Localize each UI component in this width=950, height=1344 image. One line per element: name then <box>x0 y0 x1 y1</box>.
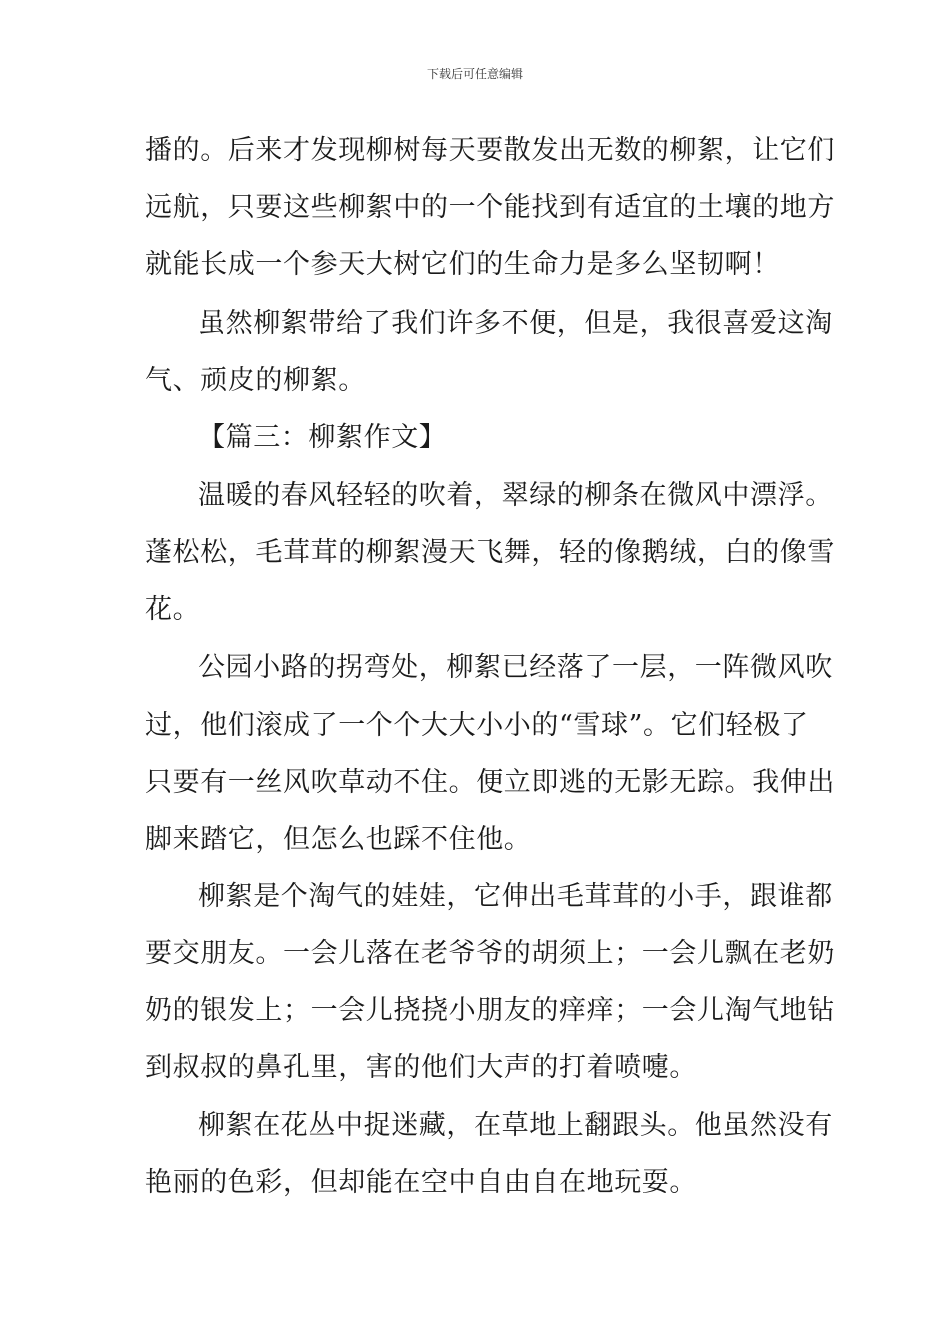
page-header: 下载后可任意编辑 <box>426 67 523 81</box>
paragraph-first-line: 柳絮在花丛中捉迷藏，在草地上翻跟头。他虽然没有 <box>198 1110 833 1141</box>
paragraph-first-line: 公园小路的拐弯处，柳絮已经落了一层，一阵微风吹 <box>198 652 833 683</box>
text-line: 脚来踏它，但怎么也踩不住他。 <box>145 824 532 855</box>
paragraph-first-line: 温暖的春风轻轻的吹着，翠绿的柳条在微风中漂浮。 <box>198 480 833 511</box>
text-line: 就能长成一个参天大树它们的生命力是多么坚韧啊！ <box>145 249 780 280</box>
paragraph-first-line: 柳絮是个淘气的娃娃，它伸出毛茸茸的小手，跟谁都 <box>198 881 833 912</box>
text-line: 艳丽的色彩，但却能在空中自由自在地玩耍。 <box>145 1167 697 1198</box>
text-line: 到叔叔的鼻孔里，害的他们大声的打着喷嚏。 <box>145 1052 697 1083</box>
text-line: 过，他们滚成了一个个大大小小的“雪球”。它们轻极了 <box>145 710 809 741</box>
text-line: 只要有一丝风吹草动不住。便立即逃的无影无踪。我伸出 <box>145 767 835 798</box>
text-line: 奶的银发上；一会儿挠挠小朋友的痒痒；一会儿淘气地钻 <box>145 995 835 1026</box>
section-heading: 【篇三：柳絮作文】 <box>198 422 447 453</box>
text-line: 播的。后来才发现柳树每天要散发出无数的柳絮，让它们 <box>145 135 835 166</box>
text-line: 蓬松松，毛茸茸的柳絮漫天飞舞，轻的像鹅绒，白的像雪 <box>145 537 835 568</box>
text-line: 花。 <box>145 594 201 625</box>
text-line: 远航，只要这些柳絮中的一个能找到有适宜的土壤的地方 <box>145 192 835 223</box>
text-line: 气、顽皮的柳絮。 <box>145 365 366 396</box>
text-line: 要交朋友。一会儿落在老爷爷的胡须上；一会儿飘在老奶 <box>145 938 835 969</box>
paragraph-first-line: 虽然柳絮带给了我们许多不便，但是，我很喜爱这淘 <box>198 308 833 339</box>
